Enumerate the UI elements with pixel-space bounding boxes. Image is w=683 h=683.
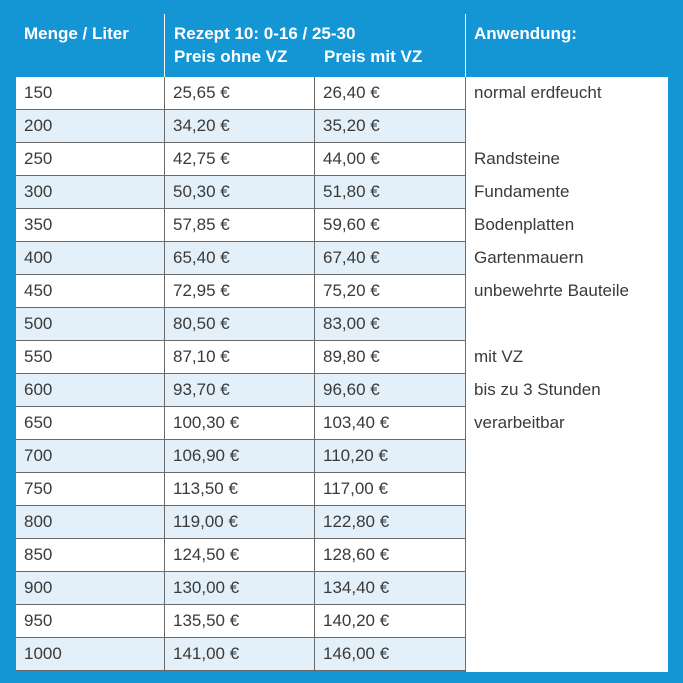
table-row: [16, 341, 465, 374]
anwendung-line: bis zu 3 Stunden: [474, 380, 601, 399]
menge-cell: 450: [16, 275, 164, 307]
table-row: [16, 605, 465, 638]
preis-mit-cell: 128,60 €: [315, 539, 465, 571]
table-row: [16, 638, 465, 671]
preis-mit-cell: 96,60 €: [315, 374, 465, 406]
menge-cell: 750: [16, 473, 164, 505]
column-divider: [465, 77, 466, 672]
preis-mit-cell: 51,80 €: [315, 176, 465, 208]
anwendung-line: mit VZ: [474, 347, 524, 366]
preis-ohne-cell: 57,85 €: [165, 209, 314, 241]
preis-ohne-cell: 130,00 €: [165, 572, 314, 604]
anwendung-line: verarbeitbar: [474, 413, 565, 432]
preis-mit-cell: 122,80 €: [315, 506, 465, 538]
preis-ohne-cell: 135,50 €: [165, 605, 314, 637]
price-table: [16, 77, 668, 672]
preis-ohne-cell: 42,75 €: [165, 143, 314, 175]
menge-cell: 350: [16, 209, 164, 241]
preis-mit-cell: 146,00 €: [315, 638, 465, 670]
preis-mit-cell: 110,20 €: [315, 440, 465, 472]
menge-cell: 650: [16, 407, 164, 439]
preis-ohne-cell: 141,00 €: [165, 638, 314, 670]
menge-cell: 250: [16, 143, 164, 175]
table-row: [16, 209, 465, 242]
preis-ohne-cell: 87,10 €: [165, 341, 314, 373]
anwendung-column: [466, 77, 668, 672]
header-preis-ohne: Preis ohne VZ: [174, 47, 288, 66]
table-header: [0, 0, 683, 77]
menge-cell: 400: [16, 242, 164, 274]
preis-mit-cell: 35,20 €: [315, 110, 465, 142]
menge-cell: 300: [16, 176, 164, 208]
menge-cell: 850: [16, 539, 164, 571]
preis-mit-cell: 117,00 €: [315, 473, 465, 505]
menge-cell: 550: [16, 341, 164, 373]
preis-ohne-cell: 124,50 €: [165, 539, 314, 571]
preis-mit-cell: 134,40 €: [315, 572, 465, 604]
table-row: [16, 506, 465, 539]
menge-cell: 600: [16, 374, 164, 406]
preis-ohne-cell: 72,95 €: [165, 275, 314, 307]
preis-ohne-cell: 113,50 €: [165, 473, 314, 505]
preis-mit-cell: 83,00 €: [315, 308, 465, 340]
preis-ohne-cell: 80,50 €: [165, 308, 314, 340]
table-row: [16, 242, 465, 275]
preis-ohne-cell: 25,65 €: [165, 77, 314, 109]
menge-cell: 900: [16, 572, 164, 604]
preis-mit-cell: 26,40 €: [315, 77, 465, 109]
menge-cell: 950: [16, 605, 164, 637]
table-row: [16, 572, 465, 605]
preis-mit-cell: 75,20 €: [315, 275, 465, 307]
column-divider: [164, 77, 165, 672]
table-row: [16, 407, 465, 440]
anwendung-line: Gartenmauern: [474, 248, 584, 267]
anwendung-line: Fundamente: [474, 182, 570, 201]
preis-mit-cell: 67,40 €: [315, 242, 465, 274]
table-row: [16, 143, 465, 176]
anwendung-line: unbewehrte Bauteile: [474, 281, 630, 300]
preis-mit-cell: 89,80 €: [315, 341, 465, 373]
preis-mit-cell: 44,00 €: [315, 143, 465, 175]
preis-ohne-cell: 100,30 €: [165, 407, 314, 439]
table-row: [16, 176, 465, 209]
preis-ohne-cell: 50,30 €: [165, 176, 314, 208]
anwendung-line: normal erdfeucht: [474, 83, 602, 102]
table-row: [16, 77, 465, 110]
menge-cell: 200: [16, 110, 164, 142]
anwendung-line: Bodenplatten: [474, 215, 575, 234]
header-anwendung: Anwendung:: [474, 24, 577, 43]
menge-cell: 700: [16, 440, 164, 472]
table-row: [16, 440, 465, 473]
menge-cell: 500: [16, 308, 164, 340]
table-row: [16, 110, 465, 143]
header-divider: [465, 14, 466, 77]
table-row: [16, 374, 465, 407]
anwendung-line: Randsteine: [474, 149, 561, 168]
preis-ohne-cell: 65,40 €: [165, 242, 314, 274]
preis-ohne-cell: 119,00 €: [165, 506, 314, 538]
menge-cell: 1000: [16, 638, 164, 670]
header-divider: [164, 14, 165, 77]
preis-ohne-cell: 34,20 €: [165, 110, 314, 142]
menge-cell: 150: [16, 77, 164, 109]
preis-mit-cell: 103,40 €: [315, 407, 465, 439]
table-row: [16, 275, 465, 308]
menge-cell: 800: [16, 506, 164, 538]
header-rezept: Rezept 10: 0-16 / 25-30: [174, 24, 356, 43]
preis-mit-cell: 140,20 €: [315, 605, 465, 637]
preis-ohne-cell: 93,70 €: [165, 374, 314, 406]
header-preis-mit: Preis mit VZ: [324, 47, 423, 66]
header-menge: Menge / Liter: [24, 24, 129, 43]
table-row: [16, 539, 465, 572]
table-row: [16, 308, 465, 341]
column-divider: [314, 77, 315, 672]
table-row: [16, 473, 465, 506]
preis-mit-cell: 59,60 €: [315, 209, 465, 241]
preis-ohne-cell: 106,90 €: [165, 440, 314, 472]
